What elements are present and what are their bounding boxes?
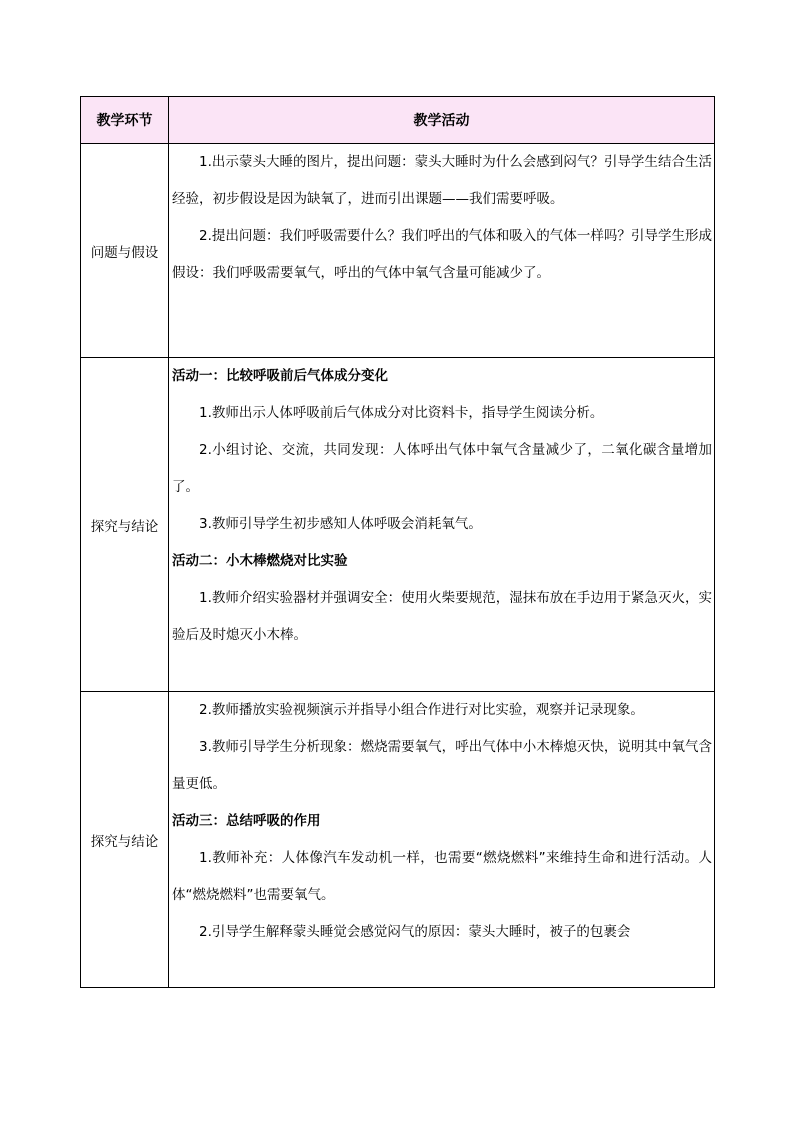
header-activity-cell: 教学活动	[169, 97, 715, 144]
activity-heading: 活动二：小木棒燃烧对比实验	[172, 553, 348, 569]
activity-paragraph: 2.教师播放实验视频演示并指导小组合作进行对比实验，观察并记录现象。	[199, 702, 644, 718]
activity-paragraph: 2.引导学生解释蒙头睡觉会感觉闷气的原因：蒙头大睡时，被子的包裹会	[199, 924, 631, 940]
activity-paragraph: 1.教师补充：人体像汽车发动机一样，也需要“燃烧燃料”来维持生命和进行活动。人体“燃烧燃料”也需要氧气。	[172, 850, 712, 903]
activity-paragraph: 3.教师引导学生初步感知人体呼吸会消耗氧气。	[199, 516, 482, 532]
table-row	[81, 692, 715, 988]
stage-cell: 问题与假设	[81, 144, 169, 358]
activity-cell	[169, 144, 715, 358]
lesson-plan-table	[80, 96, 715, 988]
activity-paragraph: 2.小组讨论、交流，共同发现：人体呼出气体中氧气含量减少了，二氧化碳含量增加了。	[172, 442, 712, 495]
activity-cell	[169, 358, 715, 692]
activity-paragraph: 1.教师介绍实验器材并强调安全：使用火柴要规范，湿抹布放在手边用于紧急灭火，实验后及时熄灭小木棒。	[172, 590, 712, 643]
stage-cell: 探究与结论	[81, 358, 169, 692]
activity-cell	[169, 692, 715, 988]
activity-heading: 活动三：总结呼吸的作用	[172, 813, 321, 829]
table-row	[81, 144, 715, 358]
table-row	[81, 358, 715, 692]
header-stage-cell: 教学环节	[81, 97, 169, 144]
activity-paragraph: 2.提出问题：我们呼吸需要什么？我们呼出的气体和吸入的气体一样吗？引导学生形成假设：我们呼吸需要氧气，呼出的气体中氧气含量可能减少了。	[172, 228, 712, 281]
table-header-row	[81, 97, 715, 144]
activity-paragraph: 1.教师出示人体呼吸前后气体成分对比资料卡，指导学生阅读分析。	[199, 405, 604, 421]
stage-cell: 探究与结论	[81, 692, 169, 988]
activity-heading: 活动一：比较呼吸前后气体成分变化	[172, 368, 388, 384]
activity-paragraph: 1.出示蒙头大睡的图片，提出问题：蒙头大睡时为什么会感到闷气？引导学生结合生活经验，初步假设是因为缺氧了，进而引出课题——我们需要呼吸。	[172, 154, 712, 207]
activity-paragraph: 3.教师引导学生分析现象：燃烧需要氧气，呼出气体中小木棒熄灭快，说明其中氧气含量更低。	[172, 739, 712, 792]
